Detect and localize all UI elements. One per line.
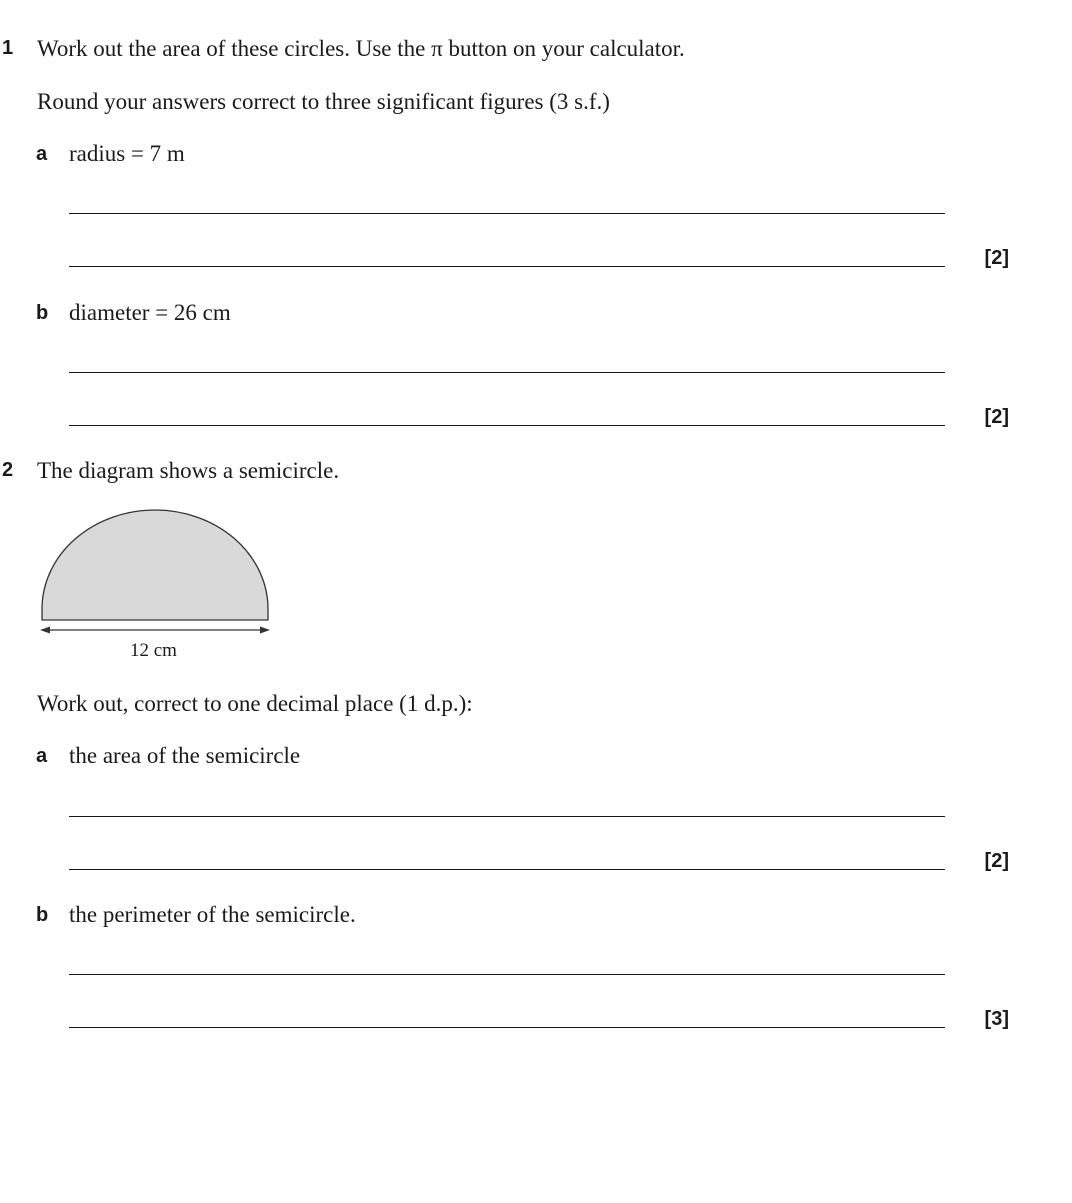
diameter-arrowhead-left — [40, 627, 50, 634]
question-1b-letter: b — [36, 302, 49, 324]
diameter-label: 12 cm — [130, 640, 177, 661]
question-1-stem: Work out the area of these circles. Use the π button on your calculator. — [37, 36, 685, 61]
answer-line-1b-1[interactable] — [69, 372, 945, 373]
question-1a-letter: a — [36, 143, 48, 165]
question-2a-marks: [2] — [984, 850, 1009, 872]
question-2b-marks: [3] — [984, 1008, 1009, 1030]
answer-line-2a-2[interactable] — [69, 869, 945, 870]
answer-line-2b-1[interactable] — [69, 974, 945, 975]
question-1a-text: radius = 7 m — [69, 141, 185, 166]
question-1-number: 1 — [2, 37, 14, 59]
question-2-number: 2 — [2, 459, 14, 481]
answer-line-2b-2[interactable] — [69, 1027, 945, 1028]
semicircle-shape — [42, 510, 268, 620]
question-1-instruction: Round your answers correct to three significant figures (3 s.f.) — [37, 89, 610, 114]
question-2-stem: The diagram shows a semicircle. — [37, 458, 340, 483]
answer-line-1b-2[interactable] — [69, 425, 945, 426]
answer-line-1a-2[interactable] — [69, 266, 945, 267]
question-1b-text: diameter = 26 cm — [69, 300, 231, 325]
question-2a-letter: a — [36, 745, 48, 767]
question-2b-letter: b — [36, 904, 49, 926]
question-2a-text: the area of the semicircle — [69, 743, 301, 768]
diameter-arrowhead-right — [260, 627, 270, 634]
question-2b-text: the perimeter of the semicircle. — [69, 902, 356, 927]
answer-line-1a-1[interactable] — [69, 213, 945, 214]
semicircle-diagram — [38, 505, 274, 637]
question-1b-marks: [2] — [984, 406, 1009, 428]
question-1a-marks: [2] — [984, 247, 1009, 269]
question-2-instruction: Work out, correct to one decimal place (1 d.p.): — [37, 691, 473, 716]
answer-line-2a-1[interactable] — [69, 816, 945, 817]
